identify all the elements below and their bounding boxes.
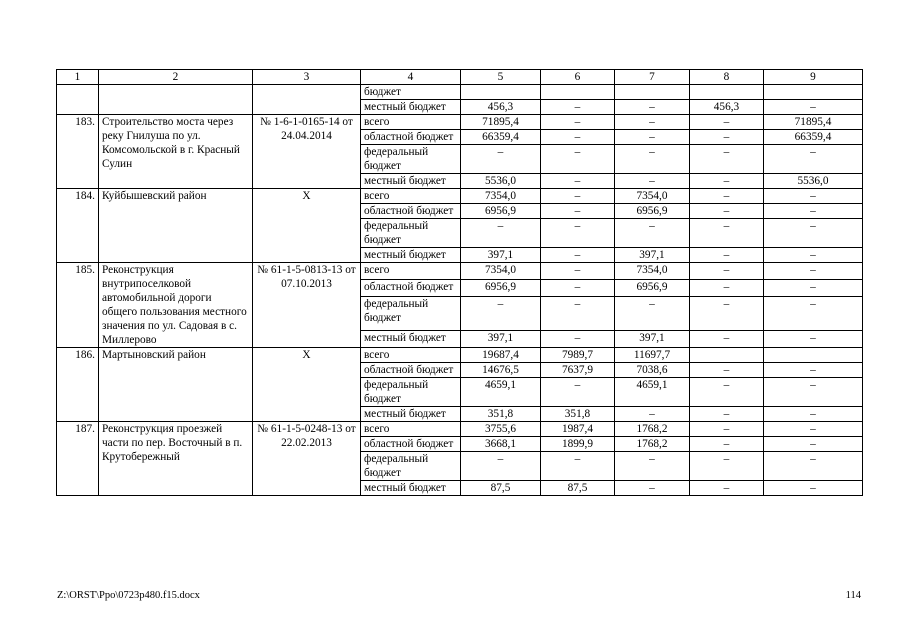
source-cell: всего xyxy=(361,263,461,280)
value-cell: – xyxy=(690,263,764,280)
value-cell: – xyxy=(541,145,615,174)
value-cell: – xyxy=(690,189,764,204)
cont-num-cell xyxy=(57,85,99,115)
header-cell: 5 xyxy=(461,70,541,85)
header-cell: 6 xyxy=(541,70,615,85)
value-cell: – xyxy=(615,219,690,248)
value-cell: – xyxy=(690,219,764,248)
value-cell: – xyxy=(615,481,690,496)
value-cell: 87,5 xyxy=(461,481,541,496)
value-cell: – xyxy=(690,452,764,481)
value-cell: – xyxy=(615,115,690,130)
value-cell: – xyxy=(615,452,690,481)
cont-name-cell xyxy=(99,85,253,115)
value-cell: 6956,9 xyxy=(461,280,541,297)
value-cell: – xyxy=(461,219,541,248)
value-cell: 5536,0 xyxy=(461,174,541,189)
value-cell: – xyxy=(541,263,615,280)
value-cell: – xyxy=(541,115,615,130)
source-cell: местный бюджет xyxy=(361,330,461,347)
object-name-cell: Реконструкция внутрипоселковой автомобильной дороги общего пользования местного значения по ул. Садовая в с. Миллерово xyxy=(99,263,253,348)
value-cell: – xyxy=(461,452,541,481)
document-cell: № 61-1-5-0813-13 от 07.10.2013 xyxy=(253,263,361,348)
value-cell: 456,3 xyxy=(461,100,541,115)
value-cell: – xyxy=(690,174,764,189)
value-cell: – xyxy=(541,189,615,204)
value-cell: 7038,6 xyxy=(615,363,690,378)
value-cell: – xyxy=(690,378,764,407)
source-cell: местный бюджет xyxy=(361,407,461,422)
header-cell: 2 xyxy=(99,70,253,85)
value-cell: – xyxy=(690,248,764,263)
value-cell: – xyxy=(764,378,863,407)
object-name-cell: Мартыновский район xyxy=(99,348,253,422)
value-cell: 4659,1 xyxy=(615,378,690,407)
value-cell: 66359,4 xyxy=(461,130,541,145)
value-cell: – xyxy=(690,204,764,219)
header-row xyxy=(57,70,863,85)
header-cell: 1 xyxy=(57,70,99,85)
value-cell: – xyxy=(690,422,764,437)
source-cell: всего xyxy=(361,115,461,130)
value-cell: 6956,9 xyxy=(461,204,541,219)
value-cell: 3668,1 xyxy=(461,437,541,452)
value-cell: 6956,9 xyxy=(615,204,690,219)
value-cell: – xyxy=(764,219,863,248)
row-number-cell: 186. xyxy=(57,348,99,422)
object-name-cell: Реконструкция проезжей части по пер. Восточный в п. Крутобережный xyxy=(99,422,253,496)
table-row xyxy=(57,85,863,100)
value-cell: 7354,0 xyxy=(461,263,541,280)
document-cell: Х xyxy=(253,189,361,263)
source-cell: областной бюджет xyxy=(361,130,461,145)
value-cell: – xyxy=(690,407,764,422)
value-cell: 7637,9 xyxy=(541,363,615,378)
value-cell: – xyxy=(690,481,764,496)
document-cell: Х xyxy=(253,348,361,422)
value-cell: – xyxy=(541,219,615,248)
source-cell: федеральный бюджет xyxy=(361,378,461,407)
source-cell: федеральный бюджет xyxy=(361,452,461,481)
source-cell: областной бюджет xyxy=(361,280,461,297)
value-cell: 71895,4 xyxy=(461,115,541,130)
value-cell: – xyxy=(615,174,690,189)
value-cell: – xyxy=(541,330,615,347)
row-number-cell: 184. xyxy=(57,189,99,263)
source-cell: областной бюджет xyxy=(361,437,461,452)
table-row xyxy=(57,189,863,204)
value-cell: – xyxy=(541,452,615,481)
table-row xyxy=(57,422,863,437)
value-cell: – xyxy=(461,297,541,330)
source-cell: бюджет xyxy=(361,85,461,100)
source-cell: областной бюджет xyxy=(361,204,461,219)
value-cell: – xyxy=(461,145,541,174)
header-cell: 7 xyxy=(615,70,690,85)
source-cell: всего xyxy=(361,422,461,437)
value-cell: – xyxy=(615,100,690,115)
value-cell: – xyxy=(690,115,764,130)
row-number-cell: 183. xyxy=(57,115,99,189)
value-cell: 456,3 xyxy=(690,100,764,115)
value-cell: – xyxy=(541,204,615,219)
value-cell: – xyxy=(764,204,863,219)
source-cell: областной бюджет xyxy=(361,363,461,378)
value-cell: 14676,5 xyxy=(461,363,541,378)
page-number: 114 xyxy=(845,590,861,601)
cont-doc-cell xyxy=(253,85,361,115)
table-row xyxy=(57,348,863,363)
value-cell: – xyxy=(764,145,863,174)
value-cell: 1768,2 xyxy=(615,422,690,437)
value-cell: – xyxy=(764,248,863,263)
value-cell: 7354,0 xyxy=(615,263,690,280)
value-cell: – xyxy=(690,297,764,330)
value-cell: 4659,1 xyxy=(461,378,541,407)
value-cell: 19687,4 xyxy=(461,348,541,363)
source-cell: местный бюджет xyxy=(361,174,461,189)
value-cell: – xyxy=(764,363,863,378)
header-cell: 9 xyxy=(764,70,863,85)
value-cell: – xyxy=(764,297,863,330)
value-cell: – xyxy=(541,248,615,263)
value-cell: 1768,2 xyxy=(615,437,690,452)
budget-table xyxy=(56,69,863,496)
value-cell: – xyxy=(764,330,863,347)
value-cell: – xyxy=(541,100,615,115)
value-cell: – xyxy=(764,263,863,280)
source-cell: местный бюджет xyxy=(361,248,461,263)
value-cell: 397,1 xyxy=(461,248,541,263)
value-cell: 5536,0 xyxy=(764,174,863,189)
table-row xyxy=(57,263,863,280)
value-cell: – xyxy=(541,280,615,297)
row-number-cell: 185. xyxy=(57,263,99,348)
value-cell: 87,5 xyxy=(541,481,615,496)
table-row xyxy=(57,115,863,130)
value-cell: 1987,4 xyxy=(541,422,615,437)
file-path: Z:\ORST\Ppo\0723p480.f15.docx xyxy=(57,590,200,601)
source-cell: местный бюджет xyxy=(361,100,461,115)
value-cell: – xyxy=(615,407,690,422)
value-cell: – xyxy=(690,363,764,378)
value-cell: – xyxy=(764,437,863,452)
value-cell: – xyxy=(541,174,615,189)
source-cell: всего xyxy=(361,189,461,204)
document-cell: № 61-1-5-0248-13 от 22.02.2013 xyxy=(253,422,361,496)
value-cell: – xyxy=(615,145,690,174)
value-cell: – xyxy=(764,100,863,115)
value-cell: – xyxy=(764,452,863,481)
value-cell: – xyxy=(690,280,764,297)
value-cell: – xyxy=(541,130,615,145)
value-cell: 7989,7 xyxy=(541,348,615,363)
value-cell: – xyxy=(764,280,863,297)
value-cell: – xyxy=(764,407,863,422)
value-cell: 71895,4 xyxy=(764,115,863,130)
value-cell xyxy=(764,348,863,363)
value-cell: 3755,6 xyxy=(461,422,541,437)
object-name-cell: Строительство моста через реку Гнилуша по ул. Комсомольской в г. Красный Сулин xyxy=(99,115,253,189)
value-cell: – xyxy=(615,297,690,330)
value-cell: 7354,0 xyxy=(461,189,541,204)
source-cell: федеральный бюджет xyxy=(361,145,461,174)
value-cell: 397,1 xyxy=(615,330,690,347)
value-cell: – xyxy=(690,437,764,452)
header-cell: 3 xyxy=(253,70,361,85)
source-cell: всего xyxy=(361,348,461,363)
value-cell: – xyxy=(541,378,615,407)
value-cell: – xyxy=(764,189,863,204)
object-name-cell: Куйбышевский район xyxy=(99,189,253,263)
source-cell: федеральный бюджет xyxy=(361,219,461,248)
value-cell xyxy=(690,348,764,363)
value-cell: – xyxy=(690,145,764,174)
value-cell: 11697,7 xyxy=(615,348,690,363)
header-cell: 8 xyxy=(690,70,764,85)
value-cell: 351,8 xyxy=(461,407,541,422)
source-cell: федеральный бюджет xyxy=(361,297,461,330)
value-cell: 66359,4 xyxy=(764,130,863,145)
value-cell: 7354,0 xyxy=(615,189,690,204)
value-cell: – xyxy=(615,130,690,145)
header-cell: 4 xyxy=(361,70,461,85)
row-number-cell: 187. xyxy=(57,422,99,496)
value-cell: – xyxy=(690,130,764,145)
value-cell: – xyxy=(764,422,863,437)
value-cell: 397,1 xyxy=(615,248,690,263)
value-cell: 351,8 xyxy=(541,407,615,422)
value-cell: 397,1 xyxy=(461,330,541,347)
value-cell: – xyxy=(541,297,615,330)
value-cell: 1899,9 xyxy=(541,437,615,452)
source-cell: местный бюджет xyxy=(361,481,461,496)
value-cell: 6956,9 xyxy=(615,280,690,297)
value-cell: – xyxy=(690,330,764,347)
value-cell: – xyxy=(764,481,863,496)
document-cell: № 1-6-1-0165-14 от 24.04.2014 xyxy=(253,115,361,189)
